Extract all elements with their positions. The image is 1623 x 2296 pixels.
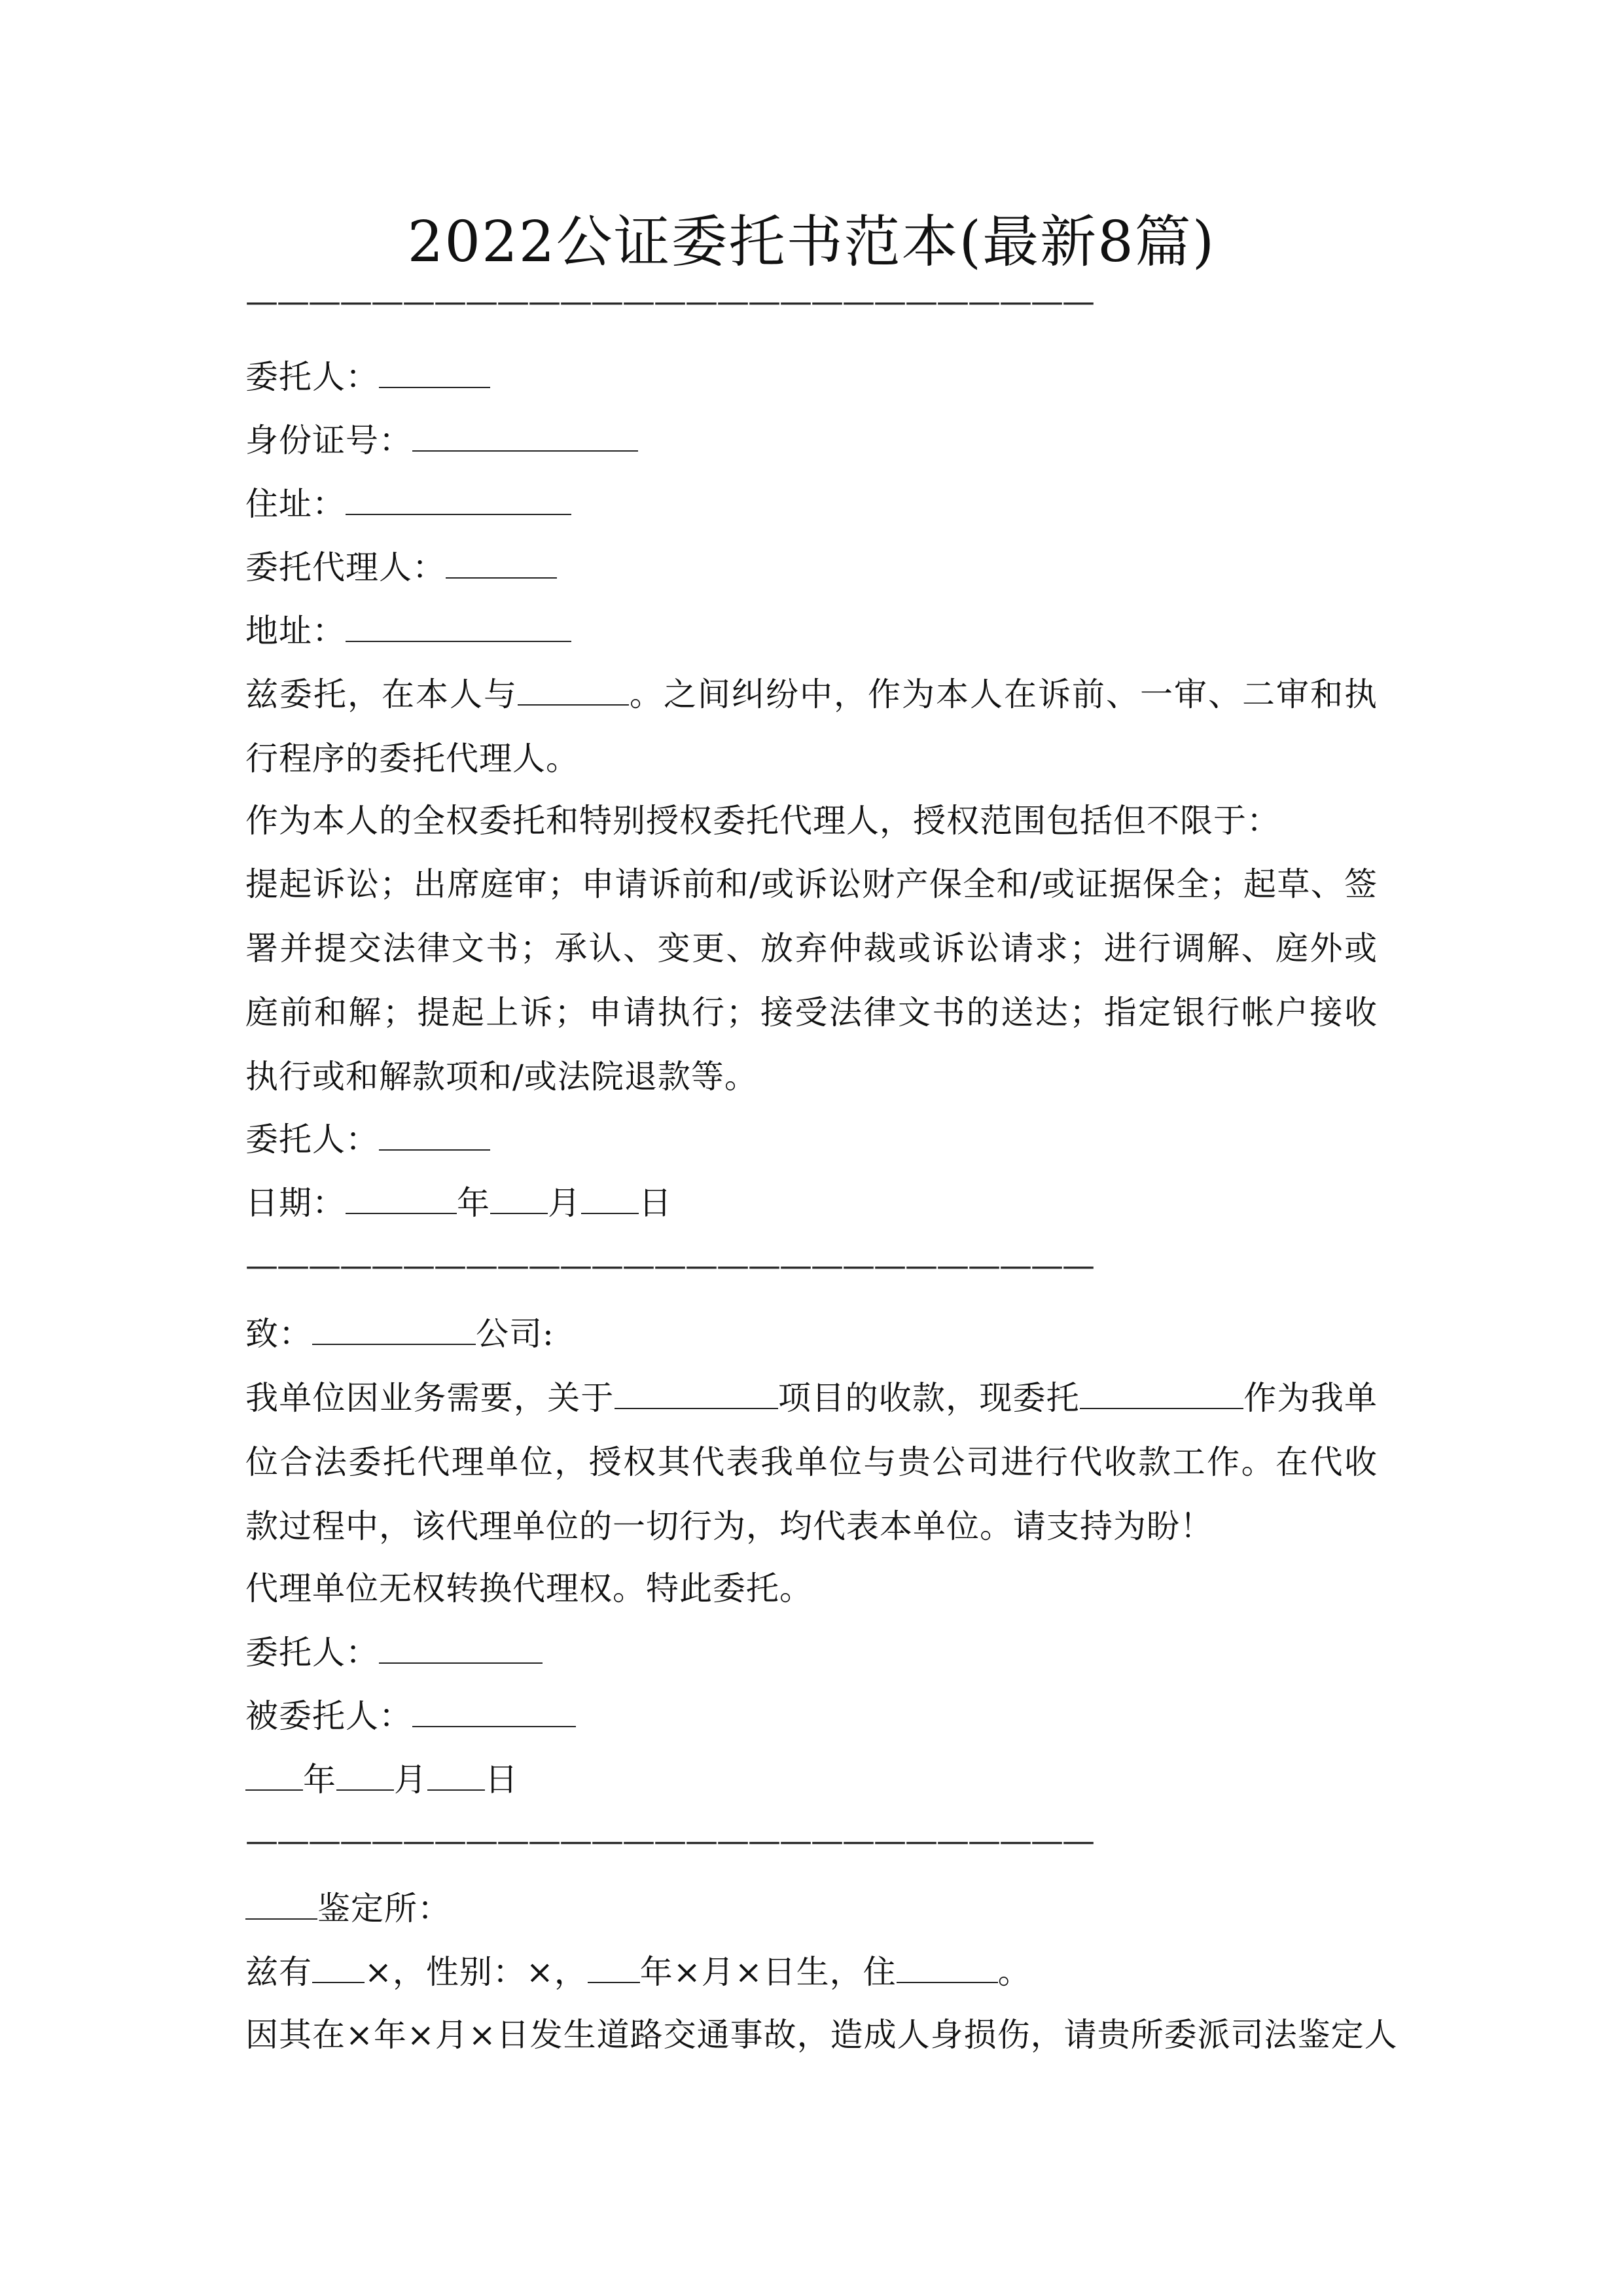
principal-line bbox=[245, 350, 1378, 403]
subject-line bbox=[245, 1945, 1378, 1998]
id-number-blank bbox=[412, 414, 638, 452]
principal-sign-label: 委托人： bbox=[245, 1121, 379, 1158]
separator-line: ——————————————————————————— bbox=[245, 1246, 1094, 1284]
addressee-line bbox=[245, 1307, 1378, 1360]
no-transfer-paragraph: 代理单位无权转换代理权。特此委托。 bbox=[245, 1570, 813, 1607]
subject-name-blank bbox=[312, 1945, 365, 1983]
residence-blank bbox=[897, 1945, 998, 1983]
principal-sign-blank bbox=[379, 1113, 490, 1151]
birth-year-blank bbox=[588, 1945, 640, 1983]
agent-blank bbox=[446, 541, 557, 579]
year-text: 年 bbox=[457, 1184, 490, 1222]
subject-text-a: 兹有 bbox=[245, 1953, 312, 1991]
day-blank-2 bbox=[427, 1753, 485, 1791]
party-blank bbox=[518, 668, 629, 706]
commission-text-b: 。之间纠纷中，作为本人在诉前、一审、二审和执行程序的委托代理人。 bbox=[245, 675, 1378, 778]
agent-line bbox=[245, 541, 1378, 594]
month-text: 月 bbox=[548, 1184, 581, 1222]
date-line bbox=[245, 1176, 1378, 1229]
trustee-line bbox=[245, 1689, 1378, 1742]
address-line bbox=[245, 477, 1378, 530]
entrust-text-b: 项目的收款，现委托 bbox=[777, 1379, 1080, 1417]
principal-label: 委托人： bbox=[245, 358, 379, 396]
day-text-2: 日 bbox=[485, 1761, 518, 1799]
institute-suffix: 鉴定所： bbox=[317, 1890, 451, 1928]
principal-line-2 bbox=[245, 1626, 1378, 1679]
year-blank-2 bbox=[245, 1753, 303, 1791]
scope-paragraph: 提起诉讼；出席庭审；申请诉前和/或诉讼财产保全和/或证据保全；起草、签署并提交法律文书；承认、变更、放弃仲裁或诉讼请求；进行调解、庭外或庭前和解；提起上诉；申请执行；接受法律文书的送达；指定银行帐户接收执行或和解款项和/或法院退款等。 bbox=[245, 865, 1378, 1096]
subject-text-d: 。 bbox=[997, 1953, 1031, 1991]
company-blank bbox=[312, 1307, 476, 1345]
agent-address-label: 地址： bbox=[245, 612, 346, 650]
accident-paragraph: 因其在×年×月×日发生道路交通事故，造成人身损伤，请贵所委派司法鉴定人 bbox=[245, 2016, 1398, 2054]
authority-paragraph: 作为本人的全权委托和特别授权委托代理人，授权范围包括但不限于： bbox=[245, 802, 1280, 840]
address-label: 住址： bbox=[245, 485, 346, 523]
month-blank bbox=[490, 1176, 548, 1214]
entrust-paragraph bbox=[245, 1366, 1378, 1558]
principal-blank bbox=[379, 350, 490, 388]
date-label: 日期： bbox=[245, 1184, 346, 1222]
entrust-text-c: 作为我单位合法委托代理单位，授权其代表我单位与贵公司进行代收款工作。在代收款过程中，该代理单位的一切行为，均代表本单位。请支持为盼！ bbox=[245, 1379, 1378, 1545]
day-text: 日 bbox=[639, 1184, 672, 1222]
agent-address-line bbox=[245, 604, 1378, 657]
principal-blank-2 bbox=[379, 1626, 543, 1664]
month-blank-2 bbox=[336, 1753, 394, 1791]
project-blank bbox=[615, 1371, 778, 1409]
principal-sign-line bbox=[245, 1113, 1378, 1166]
agent-label: 委托代理人： bbox=[245, 548, 446, 586]
year-blank bbox=[346, 1176, 457, 1214]
entrust-text-a: 我单位因业务需要，关于 bbox=[245, 1379, 615, 1417]
agent-unit-blank bbox=[1080, 1371, 1243, 1409]
address-blank bbox=[346, 477, 571, 515]
separator-line: ——————————————————————————— bbox=[245, 1821, 1094, 1859]
year-text-2: 年 bbox=[303, 1761, 336, 1799]
commission-text-a: 兹委托，在本人与 bbox=[245, 675, 518, 713]
id-number-label: 身份证号： bbox=[245, 422, 412, 459]
subject-text-c: 年×月×日生，住 bbox=[639, 1953, 897, 1991]
institute-line bbox=[245, 1882, 1378, 1935]
agent-address-blank bbox=[346, 604, 571, 642]
company-suffix: 公司: bbox=[476, 1315, 554, 1353]
to-label: 致： bbox=[245, 1315, 312, 1353]
subject-text-b: ×，性别：×， bbox=[365, 1953, 588, 1991]
date-line-2 bbox=[245, 1753, 1378, 1806]
id-number-line bbox=[245, 414, 1378, 467]
document-title: 2022公证委托书范本(最新8篇) bbox=[407, 209, 1216, 275]
trustee-label: 被委托人： bbox=[245, 1697, 412, 1735]
institute-blank bbox=[245, 1882, 317, 1920]
separator-line: ——————————————————————————— bbox=[245, 282, 1094, 320]
commission-paragraph bbox=[245, 662, 1378, 791]
principal-label-2: 委托人： bbox=[245, 1634, 379, 1672]
day-blank bbox=[581, 1176, 639, 1214]
month-text-2: 月 bbox=[394, 1761, 427, 1799]
trustee-blank bbox=[412, 1689, 576, 1727]
